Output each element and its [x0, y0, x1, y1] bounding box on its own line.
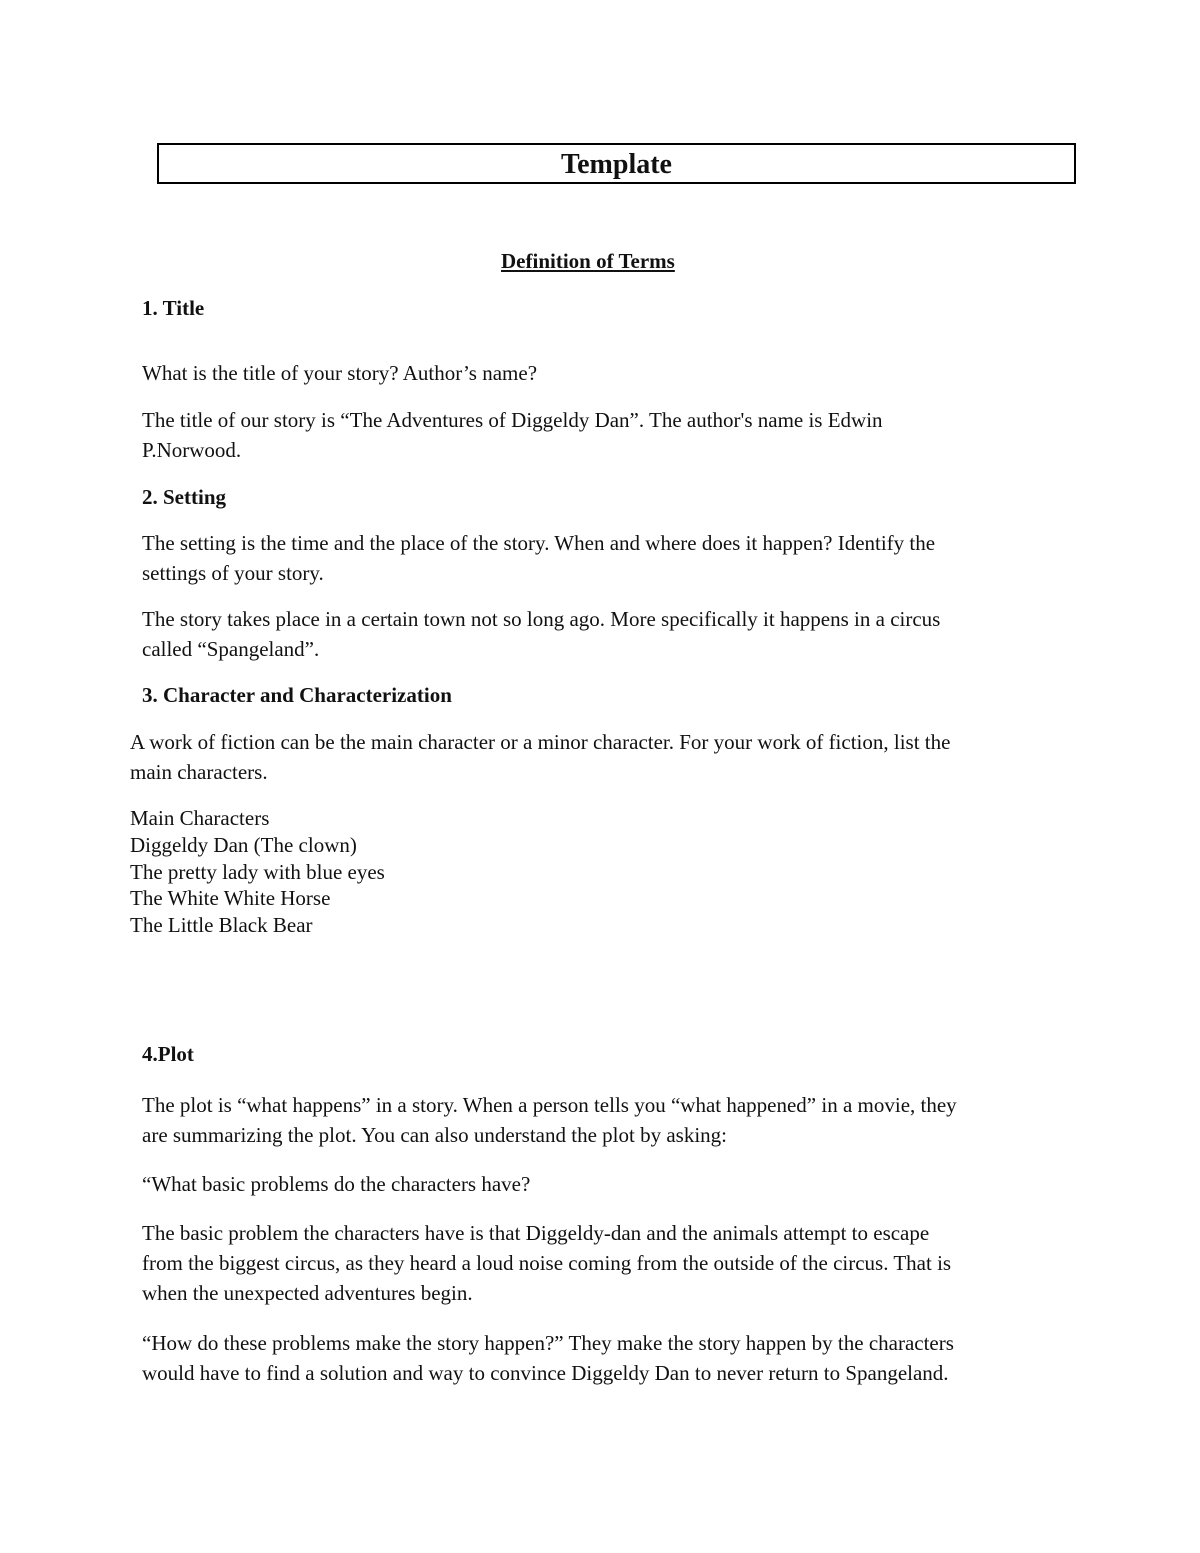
character-list-item: The White White Horse	[130, 886, 331, 910]
section-character-heading: 3. Character and Characterization	[142, 683, 452, 707]
section-plot-question2-line2: would have to find a solution and way to convince Diggeldy Dan to never return to Spangeland.	[142, 1361, 949, 1385]
section-plot-question2-line1: “How do these problems make the story happen?” They make the story happen by the characters	[142, 1331, 954, 1355]
section-title-heading: 1. Title	[142, 296, 205, 320]
section-plot-answer1-line3: when the unexpected adventures begin.	[142, 1281, 473, 1305]
character-list-item: The pretty lady with blue eyes	[130, 860, 385, 884]
section-title-answer-line1: The title of our story is “The Adventures of Diggeldy Dan”. The author's name is Edwin	[142, 408, 883, 432]
section-plot-intro-line1: The plot is “what happens” in a story. When a person tells you “what happened” in a movie, they	[142, 1093, 957, 1117]
section-plot-answer1-line1: The basic problem the characters have is that Diggeldy-dan and the animals attempt to escape	[142, 1221, 930, 1245]
section-character-intro-line1: A work of fiction can be the main character or a minor character. For your work of fiction, list the	[130, 730, 951, 754]
section-character-intro-line2: main characters.	[130, 760, 268, 784]
character-list-item: Diggeldy Dan (The clown)	[130, 833, 357, 857]
section-setting-question-line2: settings of your story.	[142, 561, 324, 585]
section-setting-answer-line1: The story takes place in a certain town not so long ago. More specifically it happens in a circus	[142, 607, 941, 631]
definition-of-terms-heading: Definition of Terms	[501, 249, 675, 273]
template-title-box	[157, 143, 1076, 184]
section-setting-question-line1: The setting is the time and the place of the story. When and where does it happen? Identify the	[142, 531, 936, 555]
section-plot-intro-line2: are summarizing the plot. You can also understand the plot by asking:	[142, 1123, 727, 1147]
section-setting-answer-line2: called “Spangeland”.	[142, 637, 320, 661]
section-plot-answer1-line2: from the biggest circus, as they heard a loud noise coming from the outside of the circus. That is	[142, 1251, 952, 1275]
character-list-item: The Little Black Bear	[130, 913, 313, 937]
section-plot-heading: 4.Plot	[142, 1042, 194, 1066]
section-setting-heading: 2. Setting	[142, 485, 226, 509]
section-plot-question1: “What basic problems do the characters have?	[142, 1172, 531, 1196]
main-characters-title: Main Characters	[130, 806, 270, 830]
section-title-answer-line2: P.Norwood.	[142, 438, 242, 462]
section-title-question: What is the title of your story? Author’s name?	[142, 361, 538, 385]
template-title: Template	[561, 149, 672, 180]
